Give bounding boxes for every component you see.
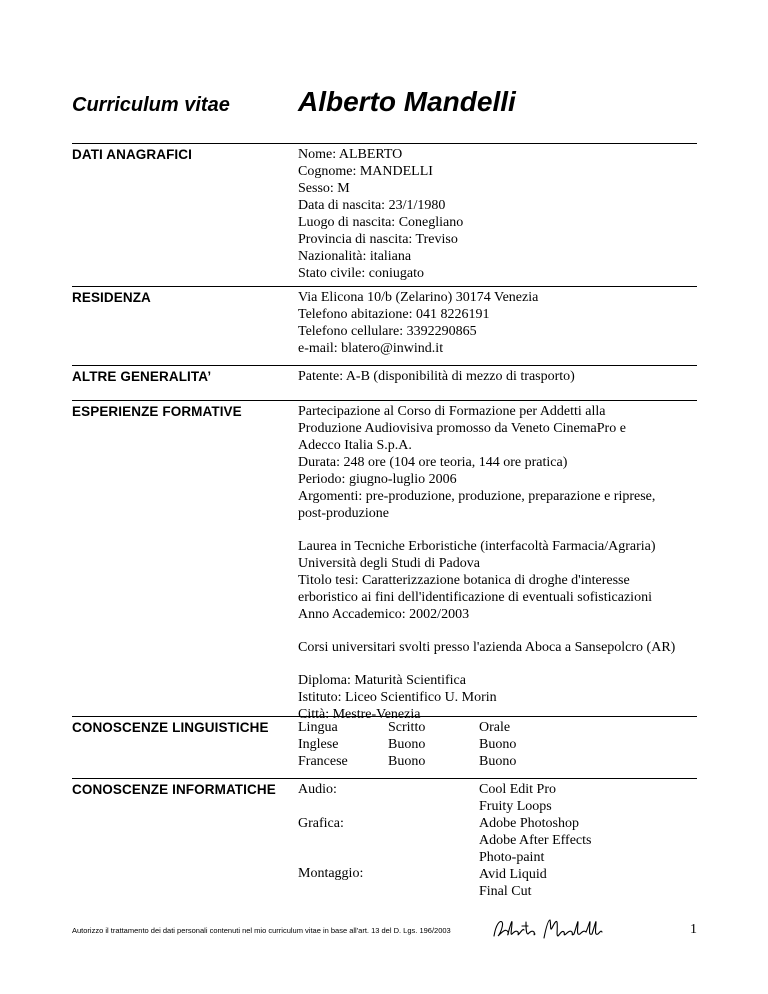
info-line: Stato civile: coniugato — [298, 266, 424, 281]
entry-line: Corsi universitari svolti presso l'azienda Aboca a Sansepolcro (AR) — [298, 640, 676, 655]
privacy-consent: Autorizzo il trattamento dei dati personali contenuti nel mio curriculum vitae in base all'art. 13 del D. Lgs. 196/2003 — [72, 926, 451, 935]
info-line: Telefono cellulare: 3392290865 — [298, 324, 477, 339]
info-line: Cognome: MANDELLI — [298, 164, 433, 179]
language-name: Inglese — [298, 737, 339, 752]
software-category: Montaggio: — [298, 866, 364, 881]
experience-entry — [298, 403, 693, 522]
cv-header — [72, 86, 697, 126]
section-content — [298, 146, 693, 282]
page-footer — [72, 914, 697, 948]
section-dati-anagrafici — [72, 143, 697, 282]
software-category: Audio: — [298, 782, 337, 797]
section-conoscenze-linguistiche — [72, 716, 697, 773]
entry-line: Istituto: Liceo Scientifico U. Morin — [298, 690, 497, 705]
email-line: e-mail: blatero@inwind.it — [298, 341, 444, 356]
page-number: 1 — [690, 922, 697, 937]
section-label: CONOSCENZE LINGUISTICHE — [72, 720, 269, 735]
column-header: Lingua — [298, 720, 338, 735]
column-header: Orale — [479, 720, 511, 735]
info-line: Data di nascita: 23/1/1980 — [298, 198, 446, 213]
software-list — [479, 781, 591, 900]
written-level: Buono — [388, 754, 426, 769]
entry-line: Anno Accademico: 2002/2003 — [298, 607, 470, 622]
info-line: Luogo di nascita: Conegliano — [298, 215, 464, 230]
section-label: ALTRE GENERALITA’ — [72, 369, 212, 384]
handwritten-signature — [490, 914, 610, 946]
entry-line: Durata: 248 ore (104 ore teoria, 144 ore pratica) — [298, 455, 568, 470]
written-level: Buono — [388, 737, 426, 752]
entry-line: erboristico ai fini dell'identificazione di eventuali sofisticazioni — [298, 590, 652, 605]
section-label: RESIDENZA — [72, 290, 151, 305]
software-item: Adobe Photoshop — [479, 816, 579, 831]
info-line: Provincia di nascita: Treviso — [298, 232, 458, 247]
entry-line: Argomenti: pre-produzione, produzione, preparazione e riprese, — [298, 489, 656, 504]
info-line: Nazionalità: italiana — [298, 249, 412, 264]
spoken-column — [479, 719, 516, 770]
entry-line: Diploma: Maturità Scientifica — [298, 673, 466, 688]
language-name: Francese — [298, 754, 348, 769]
written-column — [388, 719, 425, 770]
section-esperienze-formative — [72, 400, 697, 722]
language-column — [298, 719, 348, 770]
info-line: Via Elicona 10/b (Zelarino) 30174 Venezia — [298, 290, 539, 305]
section-label: ESPERIENZE FORMATIVE — [72, 404, 242, 419]
software-item: Fruity Loops — [479, 799, 552, 814]
entry-line: Partecipazione al Corso di Formazione per Addetti alla — [298, 404, 606, 419]
software-item: Adobe After Effects — [479, 833, 592, 848]
section-altre-generalita — [72, 365, 697, 396]
entry-line: Università degli Studi di Padova — [298, 556, 480, 571]
section-conoscenze-informatiche — [72, 778, 697, 899]
entry-line: post-produzione — [298, 506, 389, 521]
entry-line: Produzione Audiovisiva promosso da Veneto CinemaPro e — [298, 421, 626, 436]
experience-entry — [298, 639, 693, 656]
software-category: Grafica: — [298, 816, 344, 831]
info-line: Patente: A-B (disponibilità di mezzo di trasporto) — [298, 369, 575, 384]
section-content — [298, 368, 693, 385]
candidate-name: Alberto Mandelli — [298, 86, 516, 117]
entry-line: Adecco Italia S.p.A. — [298, 438, 412, 453]
info-line: Telefono abitazione: 041 8226191 — [298, 307, 490, 322]
document-title: Curriculum vitae — [72, 94, 230, 116]
entry-line: Titolo tesi: Caratterizzazione botanica di droghe d'interesse — [298, 573, 630, 588]
entry-line: Città: Mestre-Venezia — [298, 707, 421, 722]
software-item: Final Cut — [479, 884, 532, 899]
experience-entry — [298, 538, 693, 623]
software-item: Cool Edit Pro — [479, 782, 557, 797]
entry-line: Laurea in Tecniche Erboristiche (interfacoltà Farmacia/Agraria) — [298, 539, 656, 554]
software-item: Avid Liquid — [479, 867, 547, 882]
spoken-level: Buono — [479, 737, 517, 752]
section-residenza — [72, 286, 697, 357]
section-content — [298, 289, 693, 357]
info-line: Sesso: M — [298, 181, 350, 196]
software-item: Photo-paint — [479, 850, 545, 865]
section-label: CONOSCENZE INFORMATICHE — [72, 782, 276, 797]
spoken-level: Buono — [479, 754, 517, 769]
section-content — [298, 403, 693, 723]
info-line: Nome: ALBERTO — [298, 147, 403, 162]
section-label: DATI ANAGRAFICI — [72, 147, 192, 162]
entry-line: Periodo: giugno-luglio 2006 — [298, 472, 457, 487]
column-header: Scritto — [388, 720, 426, 735]
